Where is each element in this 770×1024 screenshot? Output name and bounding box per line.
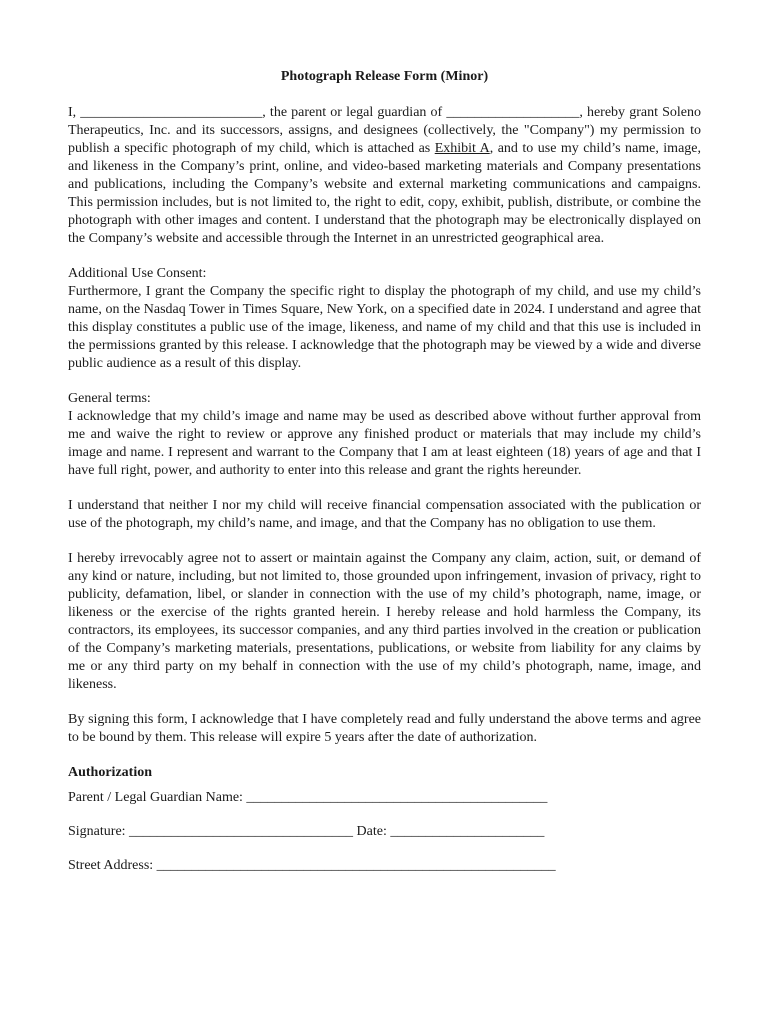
additional-use-heading: Additional Use Consent: [68,266,207,281]
document-page [68,68,701,891]
intro-text-part1: I, __________________________, the parent or legal guardian of ___________________, hereby grant Soleno Therapeutics, Inc. and its successors, assigns, and designees (collectively, the "Company") my permission to publish a specific photograph of my child, which is attached as [68,105,701,156]
release-paragraph: I hereby irrevocably agree not to assert or maintain against the Company any claim, action, suit, or demand of any kind or nature, including, but not limited to, those grounded upon infringement, invasion of privacy, right to publicity, defamation, libel, or slander in connection with the use of my child’s photograph, name, image, or likeness or the exercise of the rights granted herein. I hereby release and hold harmless the Company, its contractors, its employees, its successor companies, and any third parties involved in the creation or publication of the Company’s marketing materials, presentations, publications, or website from liability for any claims by me or any third party on my behalf in connection with the use of my child’s photograph, name, image, and likeness. [68,551,701,692]
street-address-field: Street Address: _________________________________________________________ [68,858,556,873]
authorization-heading: Authorization [68,765,152,780]
intro-text-part2: , and to use my child’s name, image, and likeness in the Company’s print, online, and video-based marketing materials and Company presentations and publications, including the Company’s website and external marketing communications and campaigns. This permission includes, but is not limited to, the right to edit, copy, exhibit, publish, distribute, or combine the photograph with other images and content. I understand that the photograph may be electronically displayed on the Company’s website and accessible through the Internet in an unrestricted geographical area. [68,141,701,246]
additional-use-body: Furthermore, I grant the Company the specific right to display the photograph of my child, and use my child’s name, on the Nasdaq Tower in Times Square, New York, on a specified date in 2024. I understand and agree that this display constitutes a public use of the image, likeness, and name of my child and that this use is included in the permissions granted by this release. I acknowledge that the photograph may be viewed by a wide and diverse public audience as a result of this display. [68,284,701,371]
compensation-paragraph: I understand that neither I nor my child will receive financial compensation associated with the publication or use of the photograph, my child’s name, and image, and that the Company has no obligation to use them. [68,498,701,531]
signing-paragraph: By signing this form, I acknowledge that I have completely read and fully understand the above terms and agree to be bound by them. This release will expire 5 years after the date of authorization. [68,712,701,745]
general-terms-body: I acknowledge that my child’s image and name may be used as described above without further approval from me and waive the right to review or approve any finished product or materials that may include my child’s image and name. I represent and warrant to the Company that I am at least eighteen (18) years of age and that I have full right, power, and authority to enter into this release and grant the rights hereunder. [68,409,701,478]
additional-use-section [68,265,701,373]
signature-date-field: Signature: ________________________________ Date: ______________________ [68,824,545,839]
guardian-name-field: Parent / Legal Guardian Name: ___________________________________________ [68,790,548,805]
general-terms-heading: General terms: [68,391,151,406]
exhibit-a-reference: Exhibit A [434,141,490,156]
intro-paragraph [68,104,701,248]
page-title: Photograph Release Form (Minor) [280,69,489,84]
general-terms-section [68,390,701,480]
